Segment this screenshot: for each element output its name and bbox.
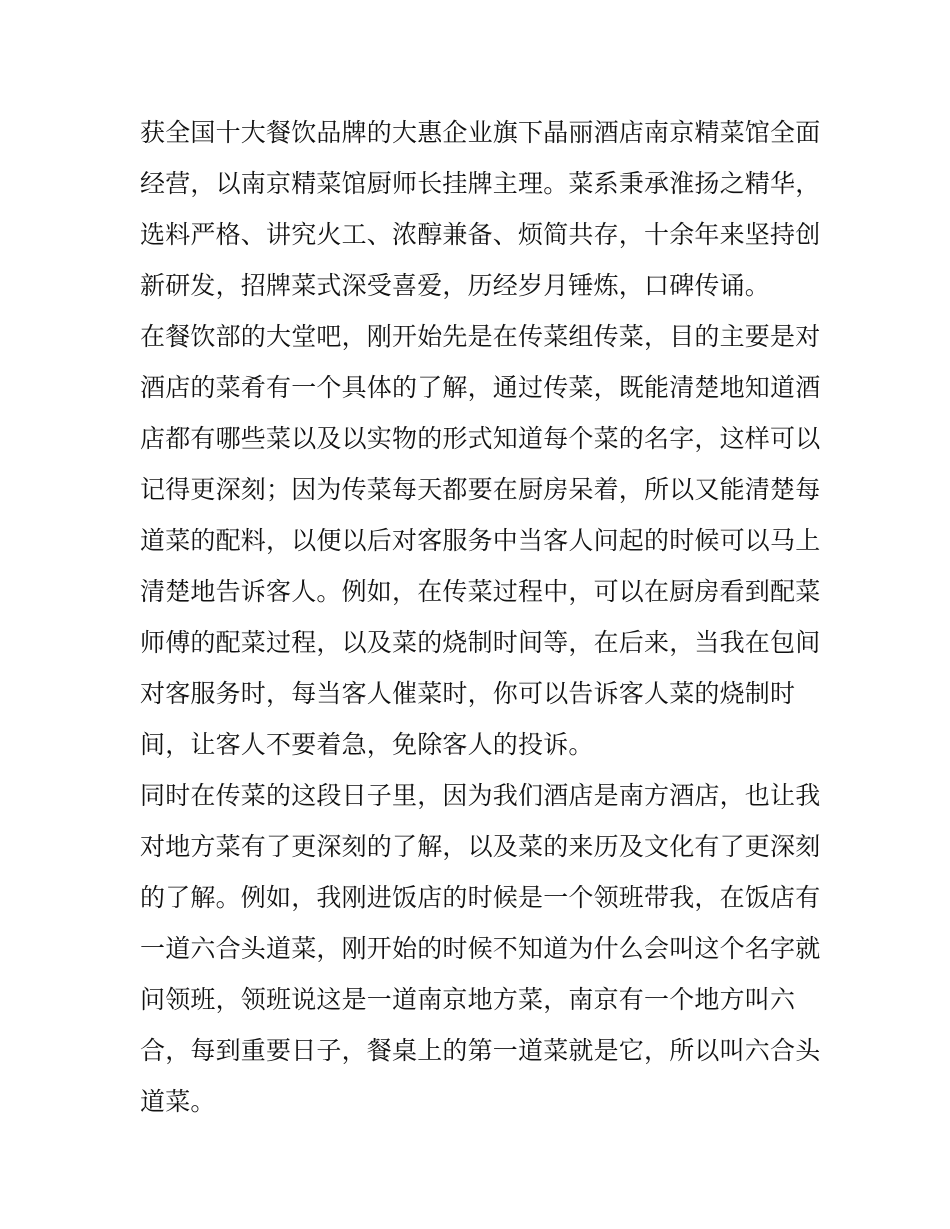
text-line: 选料严格、讲究火工、浓醇兼备、烦简共存，十余年来坚持创 (140, 220, 821, 249)
document-body (140, 107, 820, 1127)
text-line: 道菜。 (140, 1087, 216, 1116)
text-line: 获全国十大餐饮品牌的大惠企业旗下晶丽酒店南京精菜馆全面 (140, 118, 821, 147)
text-line: 清楚地告诉客人。例如，在传菜过程中，可以在厨房看到配菜 (140, 577, 821, 606)
paragraph-1 (140, 107, 820, 311)
text-line: 在餐饮部的大堂吧，刚开始先是在传菜组传菜，目的主要是对 (140, 322, 821, 351)
text-line: 道菜的配料，以便以后对客服务中当客人问起的时候可以马上 (140, 526, 821, 555)
text-line: 间，让客人不要着急，免除客人的投诉。 (140, 730, 594, 759)
paragraph-2 (140, 311, 820, 770)
paragraph-3 (140, 770, 820, 1127)
text-line: 店都有哪些菜以及以实物的形式知道每个菜的名字，这样可以 (140, 424, 821, 453)
text-line: 新研发，招牌菜式深受喜爱，历经岁月锤炼，口碑传诵。 (140, 271, 771, 300)
text-line: 记得更深刻；因为传菜每天都要在厨房呆着，所以又能清楚每 (140, 475, 821, 504)
text-line: 一道六合头道菜，刚开始的时候不知道为什么会叫这个名字就 (140, 934, 821, 963)
text-line: 合，每到重要日子，餐桌上的第一道菜就是它，所以叫六合头 (140, 1036, 821, 1065)
text-line: 同时在传菜的这段日子里，因为我们酒店是南方酒店，也让我 (140, 781, 821, 810)
text-line: 酒店的菜肴有一个具体的了解，通过传菜，既能清楚地知道酒 (140, 373, 821, 402)
text-line: 的了解。例如，我刚进饭店的时候是一个领班带我，在饭店有 (140, 883, 821, 912)
text-line: 经营，以南京精菜馆厨师长挂牌主理。菜系秉承淮扬之精华， (140, 169, 821, 198)
text-line: 对客服务时，每当客人催菜时，你可以告诉客人菜的烧制时 (140, 679, 796, 708)
text-line: 师傅的配菜过程，以及菜的烧制时间等，在后来，当我在包间 (140, 628, 821, 657)
text-line: 对地方菜有了更深刻的了解，以及菜的来历及文化有了更深刻 (140, 832, 821, 861)
text-line: 问领班，领班说这是一道南京地方菜，南京有一个地方叫六 (140, 985, 796, 1014)
